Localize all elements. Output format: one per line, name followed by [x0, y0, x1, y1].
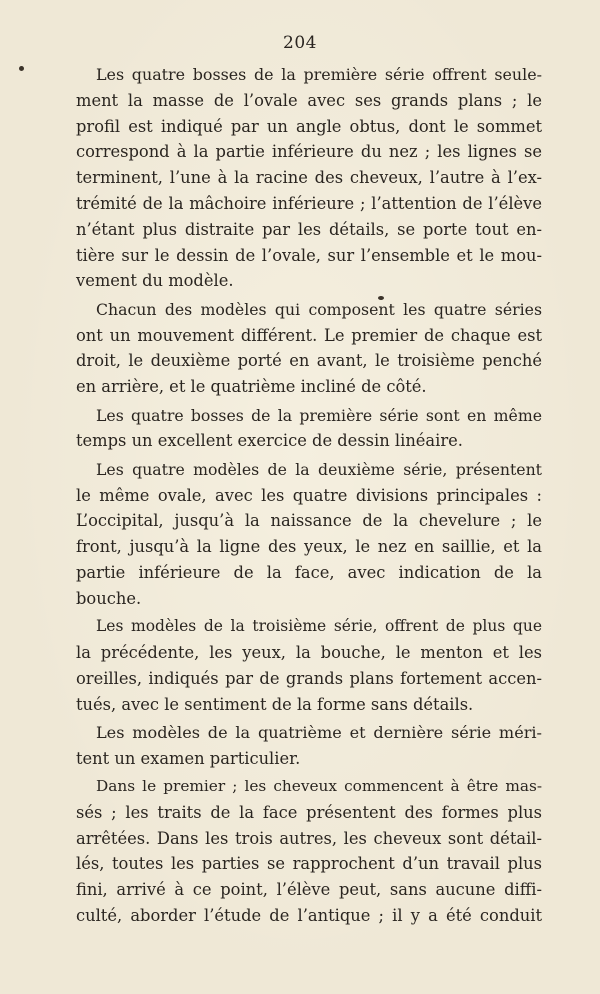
text-line: le même ovale, avec les quatre divisions principales :: [76, 485, 542, 505]
text-line: Les quatre bosses de la première série offrent seule-: [96, 65, 542, 84]
text-line: vement du modèle.: [76, 271, 234, 291]
text-line: lés, toutes les parties se rapprochent d’un travail plus: [76, 854, 542, 874]
text-line: la précédente, les yeux, la bouche, le menton et les: [76, 642, 542, 662]
text-line: arrêtées. Dans les trois autres, les cheveux sont détail-: [76, 828, 542, 848]
text-line: Les modèles de la troisième série, offrent de plus que: [96, 617, 542, 636]
paragraph: [76, 614, 542, 717]
text-line: temps un excellent exercice de dessin linéaire.: [76, 431, 463, 451]
text-line: n’étant plus distraite par les détails, se porte tout en-: [76, 219, 542, 239]
text-line: profil est indiqué par un angle obtus, dont le sommet: [76, 116, 542, 136]
text-line: correspond à la partie inférieure du nez ; les lignes se: [76, 142, 542, 162]
paragraph: [76, 774, 542, 929]
text-line: culté, aborder l’étude de l’antique ; il y a été conduit: [76, 906, 542, 926]
text-line: Les quatre bosses de la première série sont en même: [96, 405, 542, 425]
text-line: Les modèles de la quatrième et dernière série méri-: [96, 722, 542, 742]
text-line: ont un mouvement différent. Le premier de chaque est: [76, 325, 542, 345]
text-line: terminent, l’une à la racine des cheveux, l’autre à l’ex-: [76, 168, 542, 188]
text-line: sés ; les traits de la face présentent des formes plus: [76, 802, 542, 822]
text-line: en arrière, et le quatrième incliné de côté.: [76, 377, 427, 397]
text-line: tués, avec le sentiment de la forme sans détails.: [76, 694, 474, 714]
text-line: front, jusqu’à la ligne des yeux, le nez en saillie, et la: [76, 537, 542, 557]
text-line: Chacun des modèles qui composent les quatre séries: [96, 299, 542, 319]
ink-speck: [19, 66, 24, 71]
text-line: oreilles, indiqués par de grands plans fortement accen-: [76, 668, 542, 688]
text-line: ment la masse de l’ovale avec ses grands plans ; le: [76, 90, 542, 110]
text-line: partie inférieure de la face, avec indication de la: [76, 562, 542, 582]
text-line: Dans le premier ; les cheveux commencent à être mas-: [96, 777, 542, 796]
text-line: tière sur le dessin de l’ovale, sur l’ensemble et le mou-: [76, 245, 542, 265]
paragraph: [76, 720, 542, 772]
paragraph: [76, 297, 542, 400]
paragraph: [76, 403, 542, 455]
page-number: 204: [283, 33, 317, 53]
text-line: fini, arrivé à ce point, l’élève peut, sans aucune diffi-: [76, 880, 542, 900]
text-line: trémité de la mâchoire inférieure ; l’attention de l’élève: [76, 193, 542, 213]
paragraph: [76, 457, 542, 612]
text-line: tent un examen particulier.: [76, 748, 301, 768]
text-line: Les quatre modèles de la deuxième série, présentent: [96, 459, 542, 479]
body-text: [76, 62, 542, 929]
paragraph: [76, 62, 542, 294]
text-line: droit, le deuxième porté en avant, le troisième penché: [76, 351, 542, 371]
text-line: L’occipital, jusqu’à la naissance de la chevelure ; le: [76, 511, 542, 531]
text-line: bouche.: [76, 588, 142, 608]
